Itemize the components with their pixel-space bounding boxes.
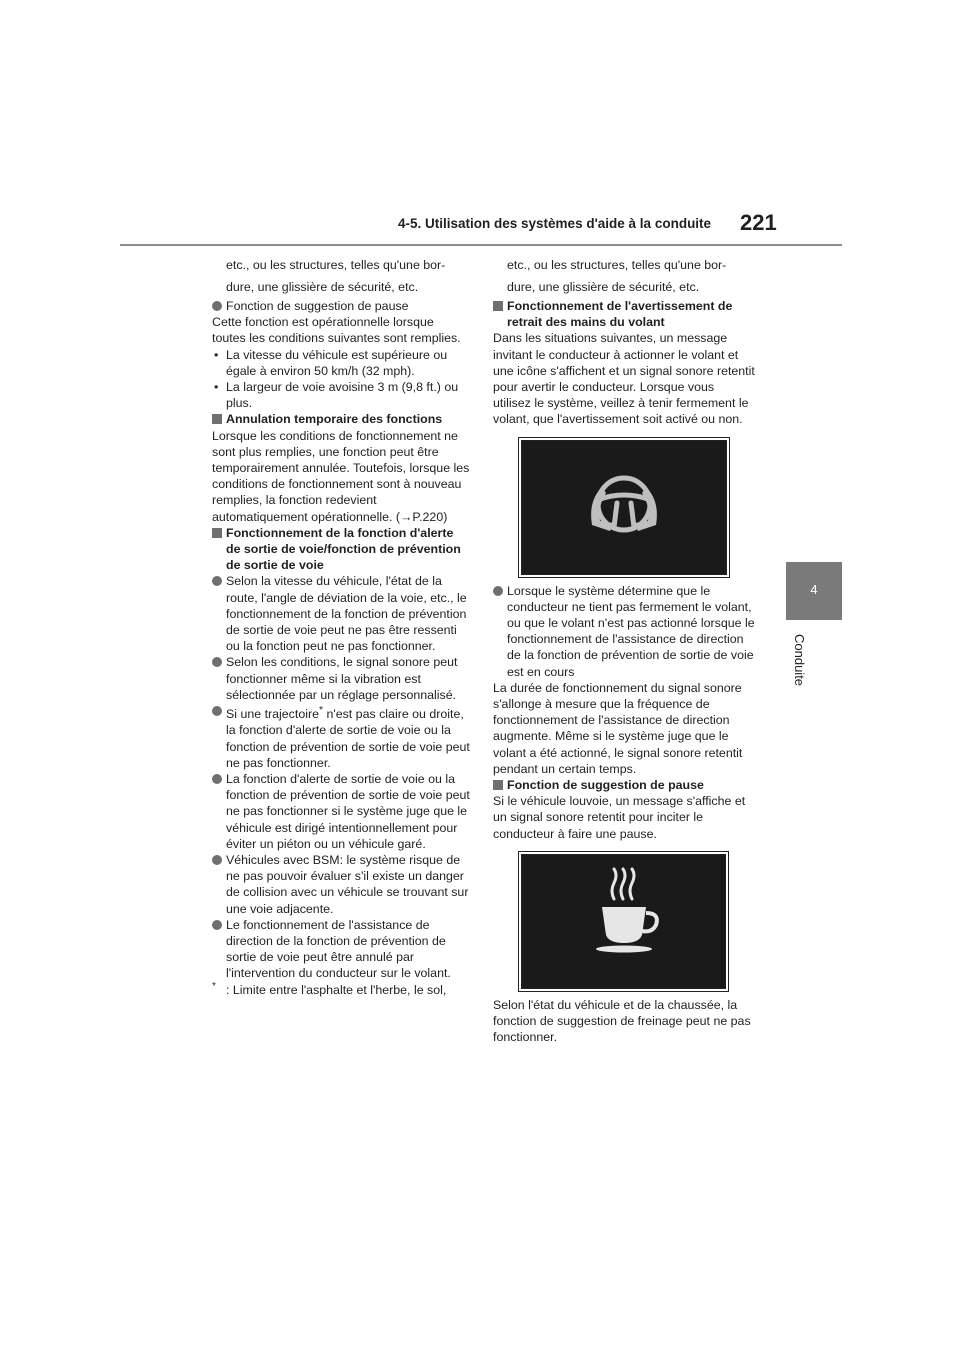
chapter-number: 4 [810,582,818,597]
pause-condition-item: • La largeur de voie avoisine 3 m (9,8 ft.) ou plus. [212,379,470,411]
continued-line: dure, une glissière de sécurité, etc. [226,280,419,294]
coffee-cup-icon [522,855,725,988]
bullet-item: Selon la vitesse du véhicule, l'état de la route, l'angle de déviation de la voie, etc., le fonctionnement de la fonction de prévention de sortie de voie peut ne pas être ressenti ou la fonction peut ne pas fonctionner. [212,573,470,654]
bullet-item: Si une trajectoire* n'est pas claire ou droite, la fonction d'alerte de sortie de voie ou la fonction de prévention de sortie de voie peut ne pas fonctionner. [212,703,470,771]
continued-line: dure, une glissière de sécurité, etc. [507,280,700,294]
chapter-label: Conduite [792,634,807,687]
pause-heading: Fonction de suggestion de pause [493,777,755,793]
hands-on-steering-wheel-icon [522,441,726,574]
duration-text: La durée de fonctionnement du signal sonore s'allonge à mesure que la fréquence de fonctionnement de l'assistance de direction augmente. Même si le système juge que le volant a été actionné, le signal sonore retentit pendant un certain temps. [493,680,743,776]
right-column [493,254,755,1045]
pause-bullet: Fonction de suggestion de pause [212,298,470,314]
footnote: * : Limite entre l'asphalte et l'herbe, le sol, [212,980,447,997]
footnote-ref: * [318,705,324,717]
continued-line: etc., ou les structures, telles qu'une bor- [226,258,446,272]
pause-condition-item: • La vitesse du véhicule est supérieure ou égale à environ 50 km/h (32 mph). [212,347,470,379]
page-number: 221 [740,210,777,235]
lane-departure-heading: Fonctionnement de la fonction d'alerte de sortie de voie/fonction de prévention de sortie de voie [212,525,470,574]
cancel-heading: Annulation temporaire des fonctions [212,411,470,427]
chapter-tab [786,562,842,620]
left-column [212,254,470,998]
hands-off-text: Dans les situations suivantes, un message invitant le conducteur à actionner le volant et une icône s'affichent et un signal sonore retentit pour avertir le conducteur. Lorsque vous utilisez le système, veillez à tenir fermement le volant, que l'avertissement soit activé ou non. [493,331,755,427]
pause-suggestion-display [521,854,726,989]
pause-text: Cette fonction est opérationnelle lorsque toutes les conditions suivantes sont remplies. [212,315,461,346]
bullet-item: Lorsque le système détermine que le conducteur ne tient pas fermement le volant, ou que le volant n'est pas actionné lorsque le fonctionnement de l'assistance de direction de la fonction de prévention de sortie de voie est en cours [493,583,755,680]
header-rule [120,244,842,246]
bullet-item: La fonction d'alerte de sortie de voie ou la fonction de prévention de sortie de voie peut ne pas fonctionner si le système juge que le véhicule est dirigé intentionnellement pour éviter un piéton ou un véhicule garé. [212,771,470,852]
continued-line: etc., ou les structures, telles qu'une bor- [507,258,727,272]
section-title: 4-5. Utilisation des systèmes d'aide à la conduite [398,216,712,231]
hands-off-heading: Fonctionnement de l'avertissement de retrait des mains du volant [493,298,755,330]
bullet-item: Selon les conditions, le signal sonore peut fonctionner même si la vibration est sélectionnée par un réglage personnalisé. [212,654,470,703]
final-text: Selon l'état du véhicule et de la chaussée, la fonction de suggestion de freinage peut ne pas fonctionner. [493,997,751,1045]
pause-text: Si le véhicule louvoie, un message s'affiche et un signal sonore retentit pour inciter le conducteur à faire une pause. [493,794,746,841]
steering-warning-display [521,440,727,575]
bullet-item: Véhicules avec BSM: le système risque de ne pas pouvoir évaluer s'il existe un danger de collision avec un véhicule se trouvant sur une voie adjacente. [212,852,470,917]
bullet-item: Le fonctionnement de l'assistance de direction de la fonction de prévention de sortie de voie peut être annulé par l'intervention du conducteur sur le volant. [212,917,470,982]
cancel-text: Lorsque les conditions de fonctionnement ne sont plus remplies, une fonction peut être temporairement annulée. Toutefois, lorsque les conditions de fonctionnement sont à nouveau remplies, la fonction redevient automatiquement opérationnelle. (→P.220) [212,428,470,524]
